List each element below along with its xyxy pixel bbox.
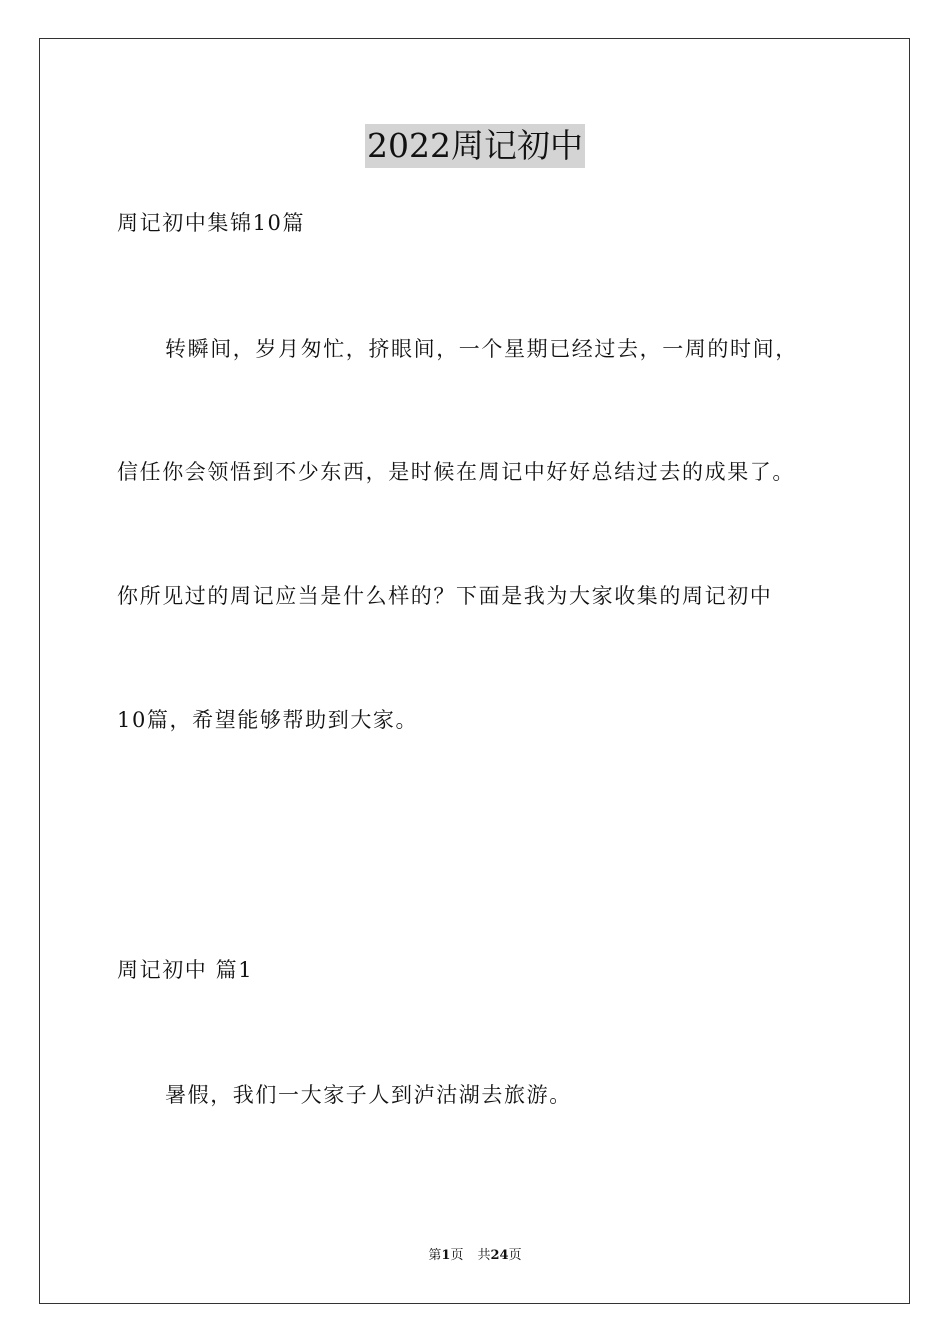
intro-line-3: 你所见过的周记应当是什么样的？下面是我为大家收集的周记初中 — [117, 584, 773, 608]
intro-line-4: 10篇，希望能够帮助到大家。 — [117, 708, 419, 732]
intro-line-1: 转瞬间，岁月匆忙，挤眼间，一个星期已经过去，一周的时间， — [165, 337, 798, 361]
section-heading: 周记初中 篇1 — [117, 958, 254, 982]
footer-page-prefix: 第 — [428, 1248, 442, 1263]
title-container — [0, 124, 950, 168]
footer-total-prefix: 共 — [477, 1248, 491, 1263]
footer-page-suffix: 页 — [450, 1248, 464, 1263]
footer-total-suffix: 页 — [508, 1248, 522, 1263]
footer-total-pages: 24 — [490, 1248, 509, 1263]
page-footer — [0, 1246, 950, 1266]
document-subtitle: 周记初中集锦10篇 — [117, 211, 306, 235]
intro-line-2: 信任你会领悟到不少东西，是时候在周记中好好总结过去的成果了。 — [117, 460, 795, 484]
section-first-line: 暑假，我们一大家子人到泸沽湖去旅游。 — [165, 1083, 572, 1107]
document-title: 2022周记初中 — [365, 124, 585, 168]
footer-page-number: 1 — [441, 1248, 451, 1263]
